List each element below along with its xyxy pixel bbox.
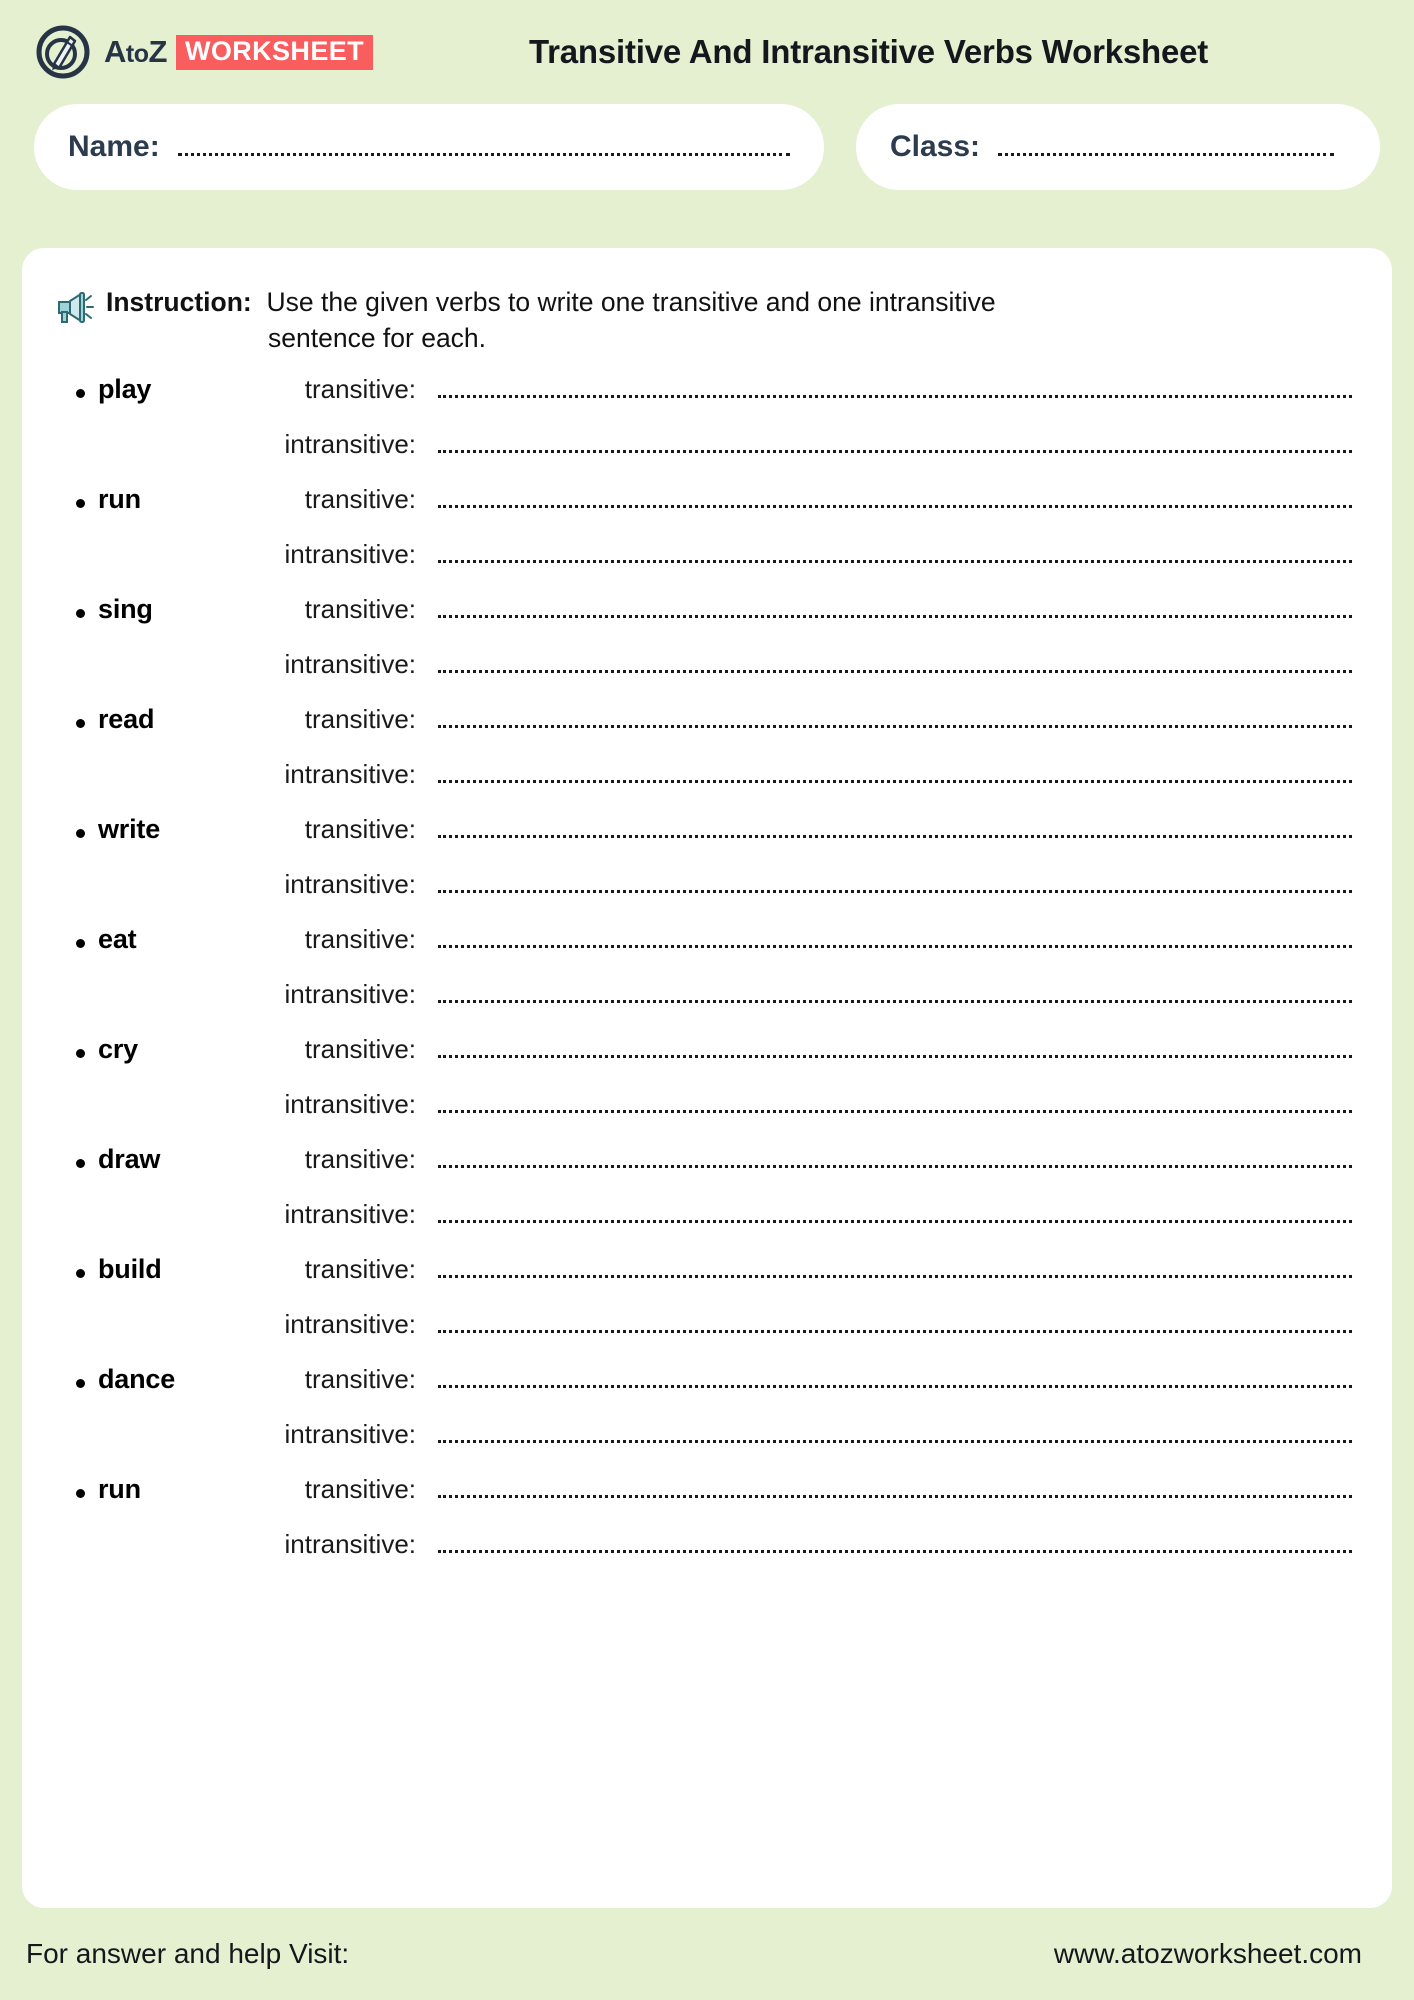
intransitive-answer-line[interactable] — [438, 755, 1352, 783]
intransitive-row — [56, 535, 1352, 590]
transitive-row — [56, 1030, 1352, 1085]
transitive-answer-line[interactable] — [438, 1360, 1352, 1388]
verb-word: cry — [98, 1034, 138, 1065]
intransitive-label: intransitive: — [284, 869, 416, 900]
transitive-answer-line[interactable] — [438, 810, 1352, 838]
transitive-row — [56, 480, 1352, 535]
intransitive-label: intransitive: — [284, 1309, 416, 1340]
list-item — [56, 1140, 1352, 1250]
list-item — [56, 700, 1352, 810]
bullet-icon — [56, 719, 98, 728]
brand-a: A — [104, 34, 126, 69]
intransitive-answer-line[interactable] — [438, 975, 1352, 1003]
verb-word: run — [98, 1474, 141, 1505]
intransitive-answer-line[interactable] — [438, 1195, 1352, 1223]
transitive-row — [56, 1360, 1352, 1415]
intransitive-label: intransitive: — [284, 429, 416, 460]
name-label: Name: — [68, 130, 160, 163]
transitive-answer-line[interactable] — [438, 1250, 1352, 1278]
intransitive-label: intransitive: — [284, 979, 416, 1010]
transitive-row — [56, 810, 1352, 865]
page-footer — [0, 1908, 1414, 2000]
intransitive-row — [56, 1195, 1352, 1250]
intransitive-label: intransitive: — [284, 1089, 416, 1120]
transitive-label: transitive: — [304, 814, 416, 845]
page-header — [0, 0, 1414, 104]
class-input[interactable] — [998, 135, 1334, 156]
list-item — [56, 370, 1352, 480]
transitive-row — [56, 1470, 1352, 1525]
pen-in-circle-icon — [34, 23, 92, 81]
intransitive-answer-line[interactable] — [438, 1305, 1352, 1333]
verb-word: run — [98, 484, 141, 515]
transitive-row — [56, 370, 1352, 425]
verb-word: eat — [98, 924, 137, 955]
bullet-icon — [56, 1159, 98, 1168]
instruction-block — [56, 284, 1352, 356]
verb-word: build — [98, 1254, 162, 1285]
verb-list — [56, 370, 1352, 1580]
intransitive-row — [56, 1525, 1352, 1580]
page-title: Transitive And Intransitive Verbs Worksheet — [528, 33, 1209, 70]
bullet-icon — [56, 389, 98, 398]
list-item — [56, 590, 1352, 700]
list-item — [56, 920, 1352, 1030]
intransitive-row — [56, 865, 1352, 920]
transitive-label: transitive: — [304, 704, 416, 735]
bullet-icon — [56, 939, 98, 948]
bullet-icon — [56, 1489, 98, 1498]
intransitive-answer-line[interactable] — [438, 1525, 1352, 1553]
transitive-answer-line[interactable] — [438, 370, 1352, 398]
instruction-line-1: Use the given verbs to write one transitive and one intransitive — [266, 287, 996, 317]
transitive-answer-line[interactable] — [438, 1140, 1352, 1168]
footer-website-link[interactable]: www.atozworksheet.com — [1053, 1938, 1362, 1969]
brand-z: Z — [148, 34, 167, 69]
transitive-label: transitive: — [304, 1144, 416, 1175]
intransitive-row — [56, 1305, 1352, 1360]
transitive-row — [56, 590, 1352, 645]
intransitive-label: intransitive: — [284, 649, 416, 680]
list-item — [56, 1250, 1352, 1360]
transitive-row — [56, 1140, 1352, 1195]
transitive-row — [56, 1250, 1352, 1305]
verb-word: dance — [98, 1364, 176, 1395]
transitive-answer-line[interactable] — [438, 1470, 1352, 1498]
intransitive-row — [56, 1415, 1352, 1470]
bullet-icon — [56, 1049, 98, 1058]
footer-help-text: For answer and help Visit: — [26, 1938, 350, 1969]
bullet-icon — [56, 1269, 98, 1278]
intransitive-answer-line[interactable] — [438, 645, 1352, 673]
intransitive-label: intransitive: — [284, 1529, 416, 1560]
transitive-label: transitive: — [304, 1474, 416, 1505]
intransitive-label: intransitive: — [284, 539, 416, 570]
class-label: Class: — [890, 130, 981, 163]
megaphone-icon — [56, 290, 94, 329]
transitive-row — [56, 700, 1352, 755]
verb-word: read — [98, 704, 155, 735]
transitive-answer-line[interactable] — [438, 590, 1352, 618]
intransitive-answer-line[interactable] — [438, 1085, 1352, 1113]
worksheet-card — [22, 248, 1392, 1908]
instruction-text — [104, 284, 996, 356]
intransitive-row — [56, 425, 1352, 480]
student-info-row — [0, 104, 1414, 190]
transitive-label: transitive: — [304, 374, 416, 405]
list-item — [56, 1360, 1352, 1470]
intransitive-answer-line[interactable] — [438, 1415, 1352, 1443]
transitive-answer-line[interactable] — [438, 480, 1352, 508]
list-item — [56, 1470, 1352, 1580]
list-item — [56, 810, 1352, 920]
intransitive-answer-line[interactable] — [438, 865, 1352, 893]
transitive-label: transitive: — [304, 1034, 416, 1065]
bullet-icon — [56, 829, 98, 838]
transitive-answer-line[interactable] — [438, 1030, 1352, 1058]
list-item — [56, 1030, 1352, 1140]
verb-word: sing — [98, 594, 153, 625]
verb-word: write — [98, 814, 161, 845]
brand-badge: WORKSHEET — [176, 35, 373, 70]
list-item — [56, 480, 1352, 590]
transitive-row — [56, 920, 1352, 975]
name-input[interactable] — [178, 135, 790, 156]
instruction-label: Instruction: — [106, 287, 252, 317]
brand-wordmark — [104, 34, 373, 70]
transitive-answer-line[interactable] — [438, 920, 1352, 948]
brand-logo[interactable] — [34, 23, 373, 81]
bullet-icon — [56, 609, 98, 618]
intransitive-row — [56, 645, 1352, 700]
intransitive-row — [56, 1085, 1352, 1140]
name-field-group[interactable] — [34, 104, 824, 190]
transitive-label: transitive: — [304, 484, 416, 515]
verb-word: play — [98, 374, 152, 405]
intransitive-row — [56, 975, 1352, 1030]
brand-name — [104, 34, 167, 70]
bullet-icon — [56, 499, 98, 508]
brand-to: to — [125, 40, 149, 68]
bullet-icon — [56, 1379, 98, 1388]
intransitive-label: intransitive: — [284, 1419, 416, 1450]
transitive-label: transitive: — [304, 594, 416, 625]
verb-word: draw — [98, 1144, 161, 1175]
transitive-label: transitive: — [304, 924, 416, 955]
intransitive-label: intransitive: — [284, 759, 416, 790]
class-field-group[interactable] — [856, 104, 1380, 190]
transitive-label: transitive: — [304, 1254, 416, 1285]
transitive-answer-line[interactable] — [438, 700, 1352, 728]
intransitive-label: intransitive: — [284, 1199, 416, 1230]
transitive-label: transitive: — [304, 1364, 416, 1395]
intransitive-row — [56, 755, 1352, 810]
instruction-line-2: sentence for each. — [268, 323, 487, 354]
intransitive-answer-line[interactable] — [438, 535, 1352, 563]
intransitive-answer-line[interactable] — [438, 425, 1352, 453]
